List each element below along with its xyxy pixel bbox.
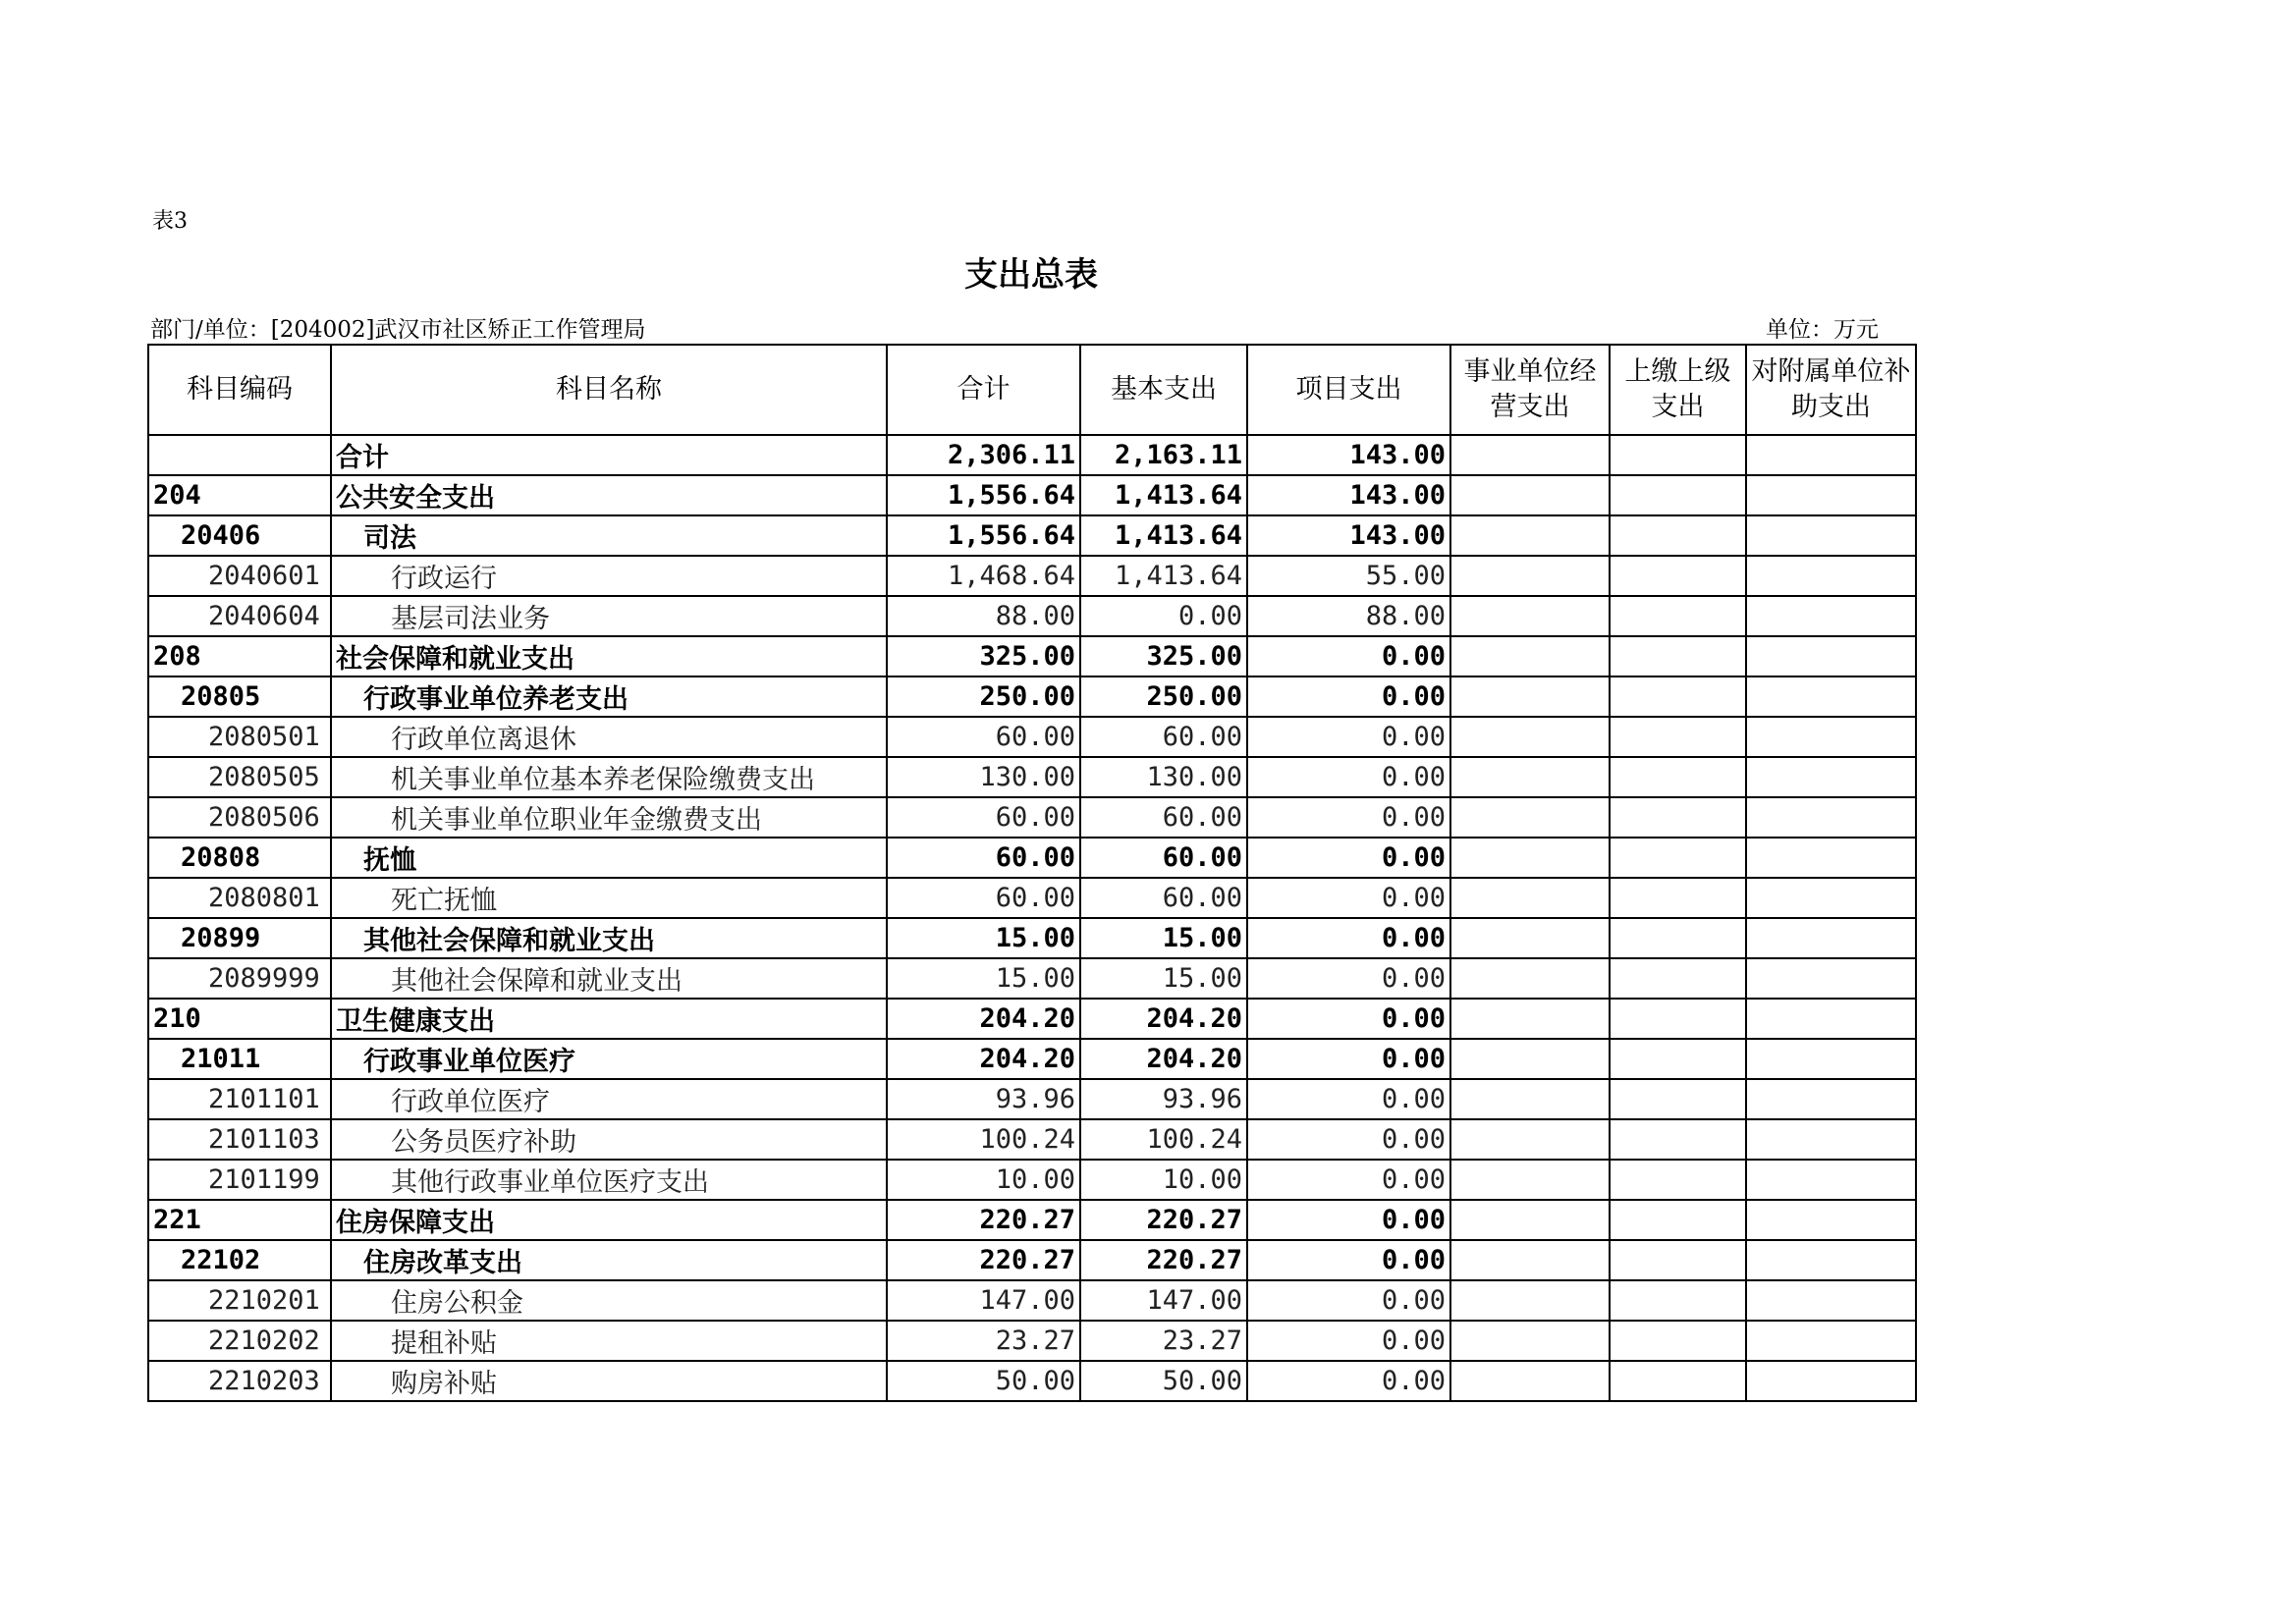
- total-cell: 60.00: [887, 797, 1080, 838]
- remit-cell: [1610, 676, 1746, 717]
- remit-cell: [1610, 1321, 1746, 1361]
- business-cell: [1450, 1321, 1610, 1361]
- basic-cell: 1,413.64: [1080, 556, 1247, 596]
- subsidy-cell: [1746, 1119, 1916, 1160]
- code-cell: 20805: [148, 676, 331, 717]
- total-cell: 15.00: [887, 958, 1080, 999]
- remit-cell: [1610, 556, 1746, 596]
- business-cell: [1450, 556, 1610, 596]
- basic-cell: 60.00: [1080, 797, 1247, 838]
- project-cell: 0.00: [1247, 797, 1450, 838]
- remit-cell: [1610, 636, 1746, 676]
- project-cell: 0.00: [1247, 1200, 1450, 1240]
- table-row: [148, 918, 1916, 958]
- subsidy-cell: [1746, 596, 1916, 636]
- table-row: [148, 878, 1916, 918]
- table-row: [148, 1200, 1916, 1240]
- basic-cell: 1,413.64: [1080, 475, 1247, 515]
- total-cell: 220.27: [887, 1200, 1080, 1240]
- code-cell: 2040601: [148, 556, 331, 596]
- subsidy-cell: [1746, 918, 1916, 958]
- project-cell: 0.00: [1247, 1321, 1450, 1361]
- subsidy-cell: [1746, 717, 1916, 757]
- basic-cell: 2,163.11: [1080, 435, 1247, 475]
- business-cell: [1450, 918, 1610, 958]
- name-cell: 卫生健康支出: [331, 999, 887, 1039]
- subsidy-cell: [1746, 515, 1916, 556]
- table-row: [148, 999, 1916, 1039]
- remit-cell: [1610, 1240, 1746, 1280]
- project-cell: 0.00: [1247, 1361, 1450, 1401]
- unit-label: 单位：万元: [1766, 317, 1879, 343]
- header-total: 合计: [887, 345, 1080, 435]
- project-cell: 55.00: [1247, 556, 1450, 596]
- header-remit: 上缴上级支出: [1610, 345, 1746, 435]
- code-cell: 2080501: [148, 717, 331, 757]
- business-cell: [1450, 1200, 1610, 1240]
- remit-cell: [1610, 1119, 1746, 1160]
- project-cell: 0.00: [1247, 636, 1450, 676]
- total-cell: 60.00: [887, 838, 1080, 878]
- project-cell: 88.00: [1247, 596, 1450, 636]
- name-cell: 合计: [331, 435, 887, 475]
- subsidy-cell: [1746, 1039, 1916, 1079]
- subsidy-cell: [1746, 1321, 1916, 1361]
- total-cell: 130.00: [887, 757, 1080, 797]
- basic-cell: 204.20: [1080, 999, 1247, 1039]
- code-cell: 2040604: [148, 596, 331, 636]
- remit-cell: [1610, 918, 1746, 958]
- table-row: [148, 515, 1916, 556]
- project-cell: 0.00: [1247, 757, 1450, 797]
- header-subsidy: 对附属单位补助支出: [1746, 345, 1916, 435]
- code-cell: 208: [148, 636, 331, 676]
- code-cell: 2080506: [148, 797, 331, 838]
- name-cell: 其他社会保障和就业支出: [331, 958, 887, 999]
- expense-table: [147, 344, 1917, 1402]
- subsidy-cell: [1746, 999, 1916, 1039]
- basic-cell: 204.20: [1080, 1039, 1247, 1079]
- code-cell: 210: [148, 999, 331, 1039]
- table-row: [148, 1039, 1916, 1079]
- basic-cell: 250.00: [1080, 676, 1247, 717]
- business-cell: [1450, 1361, 1610, 1401]
- total-cell: 2,306.11: [887, 435, 1080, 475]
- name-cell: 公务员医疗补助: [331, 1119, 887, 1160]
- name-cell: 住房公积金: [331, 1280, 887, 1321]
- project-cell: 0.00: [1247, 878, 1450, 918]
- remit-cell: [1610, 1079, 1746, 1119]
- table-row: [148, 958, 1916, 999]
- business-cell: [1450, 878, 1610, 918]
- remit-cell: [1610, 878, 1746, 918]
- business-cell: [1450, 1039, 1610, 1079]
- name-cell: 基层司法业务: [331, 596, 887, 636]
- code-cell: 2210202: [148, 1321, 331, 1361]
- basic-cell: 15.00: [1080, 958, 1247, 999]
- remit-cell: [1610, 1280, 1746, 1321]
- subsidy-cell: [1746, 958, 1916, 999]
- total-cell: 220.27: [887, 1240, 1080, 1280]
- subsidy-cell: [1746, 1160, 1916, 1200]
- header-code: 科目编码: [148, 345, 331, 435]
- basic-cell: 100.24: [1080, 1119, 1247, 1160]
- project-cell: 0.00: [1247, 1119, 1450, 1160]
- name-cell: 提租补贴: [331, 1321, 887, 1361]
- business-cell: [1450, 1160, 1610, 1200]
- table-row: [148, 636, 1916, 676]
- remit-cell: [1610, 797, 1746, 838]
- table-row: [148, 596, 1916, 636]
- total-cell: 100.24: [887, 1119, 1080, 1160]
- basic-cell: 60.00: [1080, 878, 1247, 918]
- basic-cell: 220.27: [1080, 1200, 1247, 1240]
- project-cell: 0.00: [1247, 1280, 1450, 1321]
- total-cell: 15.00: [887, 918, 1080, 958]
- project-cell: 0.00: [1247, 1079, 1450, 1119]
- basic-cell: 1,413.64: [1080, 515, 1247, 556]
- basic-cell: 220.27: [1080, 1240, 1247, 1280]
- code-cell: 2210201: [148, 1280, 331, 1321]
- code-cell: 221: [148, 1200, 331, 1240]
- table-row: [148, 1079, 1916, 1119]
- code-cell: 20808: [148, 838, 331, 878]
- header-basic: 基本支出: [1080, 345, 1247, 435]
- project-cell: 0.00: [1247, 676, 1450, 717]
- name-cell: 行政事业单位养老支出: [331, 676, 887, 717]
- total-cell: 50.00: [887, 1361, 1080, 1401]
- name-cell: 机关事业单位职业年金缴费支出: [331, 797, 887, 838]
- table-row: [148, 797, 1916, 838]
- project-cell: 143.00: [1247, 435, 1450, 475]
- name-cell: 机关事业单位基本养老保险缴费支出: [331, 757, 887, 797]
- subsidy-cell: [1746, 838, 1916, 878]
- remit-cell: [1610, 596, 1746, 636]
- remit-cell: [1610, 475, 1746, 515]
- business-cell: [1450, 1079, 1610, 1119]
- project-cell: 0.00: [1247, 1160, 1450, 1200]
- remit-cell: [1610, 1039, 1746, 1079]
- subsidy-cell: [1746, 475, 1916, 515]
- header-project: 项目支出: [1247, 345, 1450, 435]
- total-cell: 1,468.64: [887, 556, 1080, 596]
- table-row: [148, 838, 1916, 878]
- code-cell: 2101103: [148, 1119, 331, 1160]
- project-cell: 0.00: [1247, 958, 1450, 999]
- business-cell: [1450, 1119, 1610, 1160]
- name-cell: 住房保障支出: [331, 1200, 887, 1240]
- basic-cell: 93.96: [1080, 1079, 1247, 1119]
- name-cell: 司法: [331, 515, 887, 556]
- code-cell: 2080801: [148, 878, 331, 918]
- header-row: [148, 345, 1916, 435]
- table-row: [148, 1119, 1916, 1160]
- remit-cell: [1610, 999, 1746, 1039]
- name-cell: 其他行政事业单位医疗支出: [331, 1160, 887, 1200]
- business-cell: [1450, 676, 1610, 717]
- name-cell: 行政事业单位医疗: [331, 1039, 887, 1079]
- project-cell: 0.00: [1247, 999, 1450, 1039]
- total-cell: 325.00: [887, 636, 1080, 676]
- subsidy-cell: [1746, 1200, 1916, 1240]
- basic-cell: 325.00: [1080, 636, 1247, 676]
- basic-cell: 23.27: [1080, 1321, 1247, 1361]
- header-business: 事业单位经营支出: [1450, 345, 1610, 435]
- table-row: [148, 1361, 1916, 1401]
- total-cell: 88.00: [887, 596, 1080, 636]
- total-cell: 60.00: [887, 878, 1080, 918]
- table-row: [148, 1240, 1916, 1280]
- subsidy-cell: [1746, 1280, 1916, 1321]
- table-row: [148, 556, 1916, 596]
- table-row: [148, 475, 1916, 515]
- code-cell: 20406: [148, 515, 331, 556]
- total-cell: 1,556.64: [887, 515, 1080, 556]
- subsidy-cell: [1746, 435, 1916, 475]
- remit-cell: [1610, 515, 1746, 556]
- subsidy-cell: [1746, 636, 1916, 676]
- total-cell: 204.20: [887, 1039, 1080, 1079]
- code-cell: 204: [148, 475, 331, 515]
- table-row: [148, 757, 1916, 797]
- name-cell: 行政运行: [331, 556, 887, 596]
- subsidy-cell: [1746, 676, 1916, 717]
- business-cell: [1450, 596, 1610, 636]
- table-row: [148, 1280, 1916, 1321]
- remit-cell: [1610, 958, 1746, 999]
- basic-cell: 50.00: [1080, 1361, 1247, 1401]
- code-cell: 2080505: [148, 757, 331, 797]
- department-label: 部门/单位：[204002]武汉市社区矫正工作管理局: [150, 317, 646, 343]
- remit-cell: [1610, 838, 1746, 878]
- basic-cell: 147.00: [1080, 1280, 1247, 1321]
- subsidy-cell: [1746, 556, 1916, 596]
- code-cell: 2089999: [148, 958, 331, 999]
- project-cell: 143.00: [1247, 515, 1450, 556]
- name-cell: 行政单位医疗: [331, 1079, 887, 1119]
- name-cell: 购房补贴: [331, 1361, 887, 1401]
- code-cell: 21011: [148, 1039, 331, 1079]
- basic-cell: 60.00: [1080, 717, 1247, 757]
- business-cell: [1450, 838, 1610, 878]
- subsidy-cell: [1746, 1240, 1916, 1280]
- business-cell: [1450, 515, 1610, 556]
- subsidy-cell: [1746, 1079, 1916, 1119]
- table-row: [148, 1321, 1916, 1361]
- table-row: [148, 717, 1916, 757]
- basic-cell: 0.00: [1080, 596, 1247, 636]
- remit-cell: [1610, 1160, 1746, 1200]
- business-cell: [1450, 999, 1610, 1039]
- total-cell: 147.00: [887, 1280, 1080, 1321]
- project-cell: 0.00: [1247, 918, 1450, 958]
- business-cell: [1450, 958, 1610, 999]
- remit-cell: [1610, 717, 1746, 757]
- business-cell: [1450, 636, 1610, 676]
- name-cell: 其他社会保障和就业支出: [331, 918, 887, 958]
- code-cell: 22102: [148, 1240, 331, 1280]
- basic-cell: 10.00: [1080, 1160, 1247, 1200]
- basic-cell: 60.00: [1080, 838, 1247, 878]
- total-cell: 23.27: [887, 1321, 1080, 1361]
- total-cell: 250.00: [887, 676, 1080, 717]
- name-cell: 死亡抚恤: [331, 878, 887, 918]
- table-row: [148, 676, 1916, 717]
- table-id: 表3: [152, 209, 188, 234]
- total-cell: 93.96: [887, 1079, 1080, 1119]
- remit-cell: [1610, 1200, 1746, 1240]
- project-cell: 0.00: [1247, 717, 1450, 757]
- subsidy-cell: [1746, 757, 1916, 797]
- name-cell: 社会保障和就业支出: [331, 636, 887, 676]
- project-cell: 0.00: [1247, 838, 1450, 878]
- remit-cell: [1610, 435, 1746, 475]
- business-cell: [1450, 1240, 1610, 1280]
- business-cell: [1450, 717, 1610, 757]
- name-cell: 公共安全支出: [331, 475, 887, 515]
- business-cell: [1450, 757, 1610, 797]
- subsidy-cell: [1746, 878, 1916, 918]
- project-cell: 143.00: [1247, 475, 1450, 515]
- name-cell: 行政单位离退休: [331, 717, 887, 757]
- header-name: 科目名称: [331, 345, 887, 435]
- business-cell: [1450, 797, 1610, 838]
- business-cell: [1450, 1280, 1610, 1321]
- basic-cell: 130.00: [1080, 757, 1247, 797]
- basic-cell: 15.00: [1080, 918, 1247, 958]
- code-cell: 20899: [148, 918, 331, 958]
- name-cell: 抚恤: [331, 838, 887, 878]
- subsidy-cell: [1746, 797, 1916, 838]
- code-cell: [148, 435, 331, 475]
- code-cell: 2210203: [148, 1361, 331, 1401]
- table-row: [148, 435, 1916, 475]
- code-cell: 2101199: [148, 1160, 331, 1200]
- table-row: [148, 1160, 1916, 1200]
- code-cell: 2101101: [148, 1079, 331, 1119]
- total-cell: 60.00: [887, 717, 1080, 757]
- total-cell: 204.20: [887, 999, 1080, 1039]
- subsidy-cell: [1746, 1361, 1916, 1401]
- name-cell: 住房改革支出: [331, 1240, 887, 1280]
- business-cell: [1450, 475, 1610, 515]
- page-title: 支出总表: [964, 255, 1098, 295]
- total-cell: 1,556.64: [887, 475, 1080, 515]
- project-cell: 0.00: [1247, 1039, 1450, 1079]
- total-cell: 10.00: [887, 1160, 1080, 1200]
- project-cell: 0.00: [1247, 1240, 1450, 1280]
- remit-cell: [1610, 757, 1746, 797]
- remit-cell: [1610, 1361, 1746, 1401]
- business-cell: [1450, 435, 1610, 475]
